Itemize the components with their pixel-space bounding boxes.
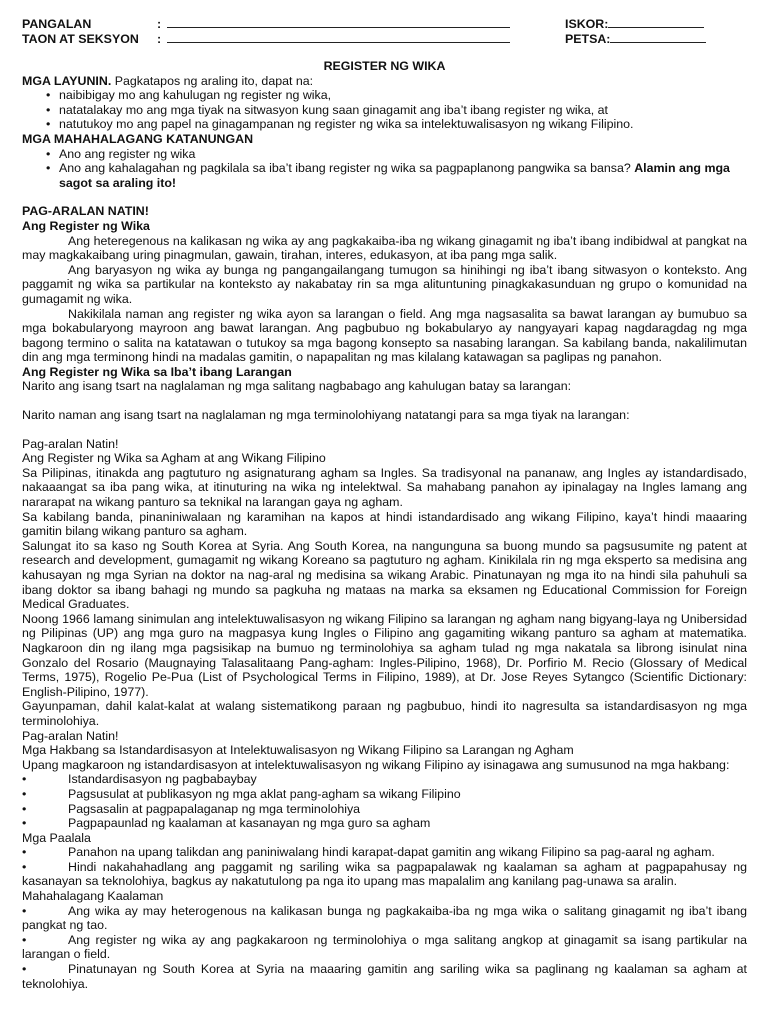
bullet: •	[22, 932, 27, 947]
hakbang-heading: Mga Hakbang sa Istandardisasyon at Intelektuwalisasyon ng Wikang Filipino sa Larangan ng Agham	[22, 743, 574, 758]
register-subheading: Ang Register ng Wika	[22, 218, 150, 233]
page-title: REGISTER NG WIKA	[323, 59, 446, 73]
agham-heading: Ang Register ng Wika sa Agham at ang Wikang Filipino	[22, 451, 326, 466]
list-item	[22, 802, 747, 817]
bullet: •	[22, 845, 27, 860]
petsa-field[interactable]	[610, 31, 706, 43]
list-item	[22, 816, 747, 831]
list-item	[22, 904, 747, 933]
taon-label: TAON AT SEKSYON	[22, 32, 139, 46]
list-item-text: Hindi nakahahadlang ang paggamit ng sariling wika sa pagpapalawak ng kaalaman sa agham at pagpapahusay ng kasanayan sa teknolohiya, bagkus ay nakatutulong pa nga ito upang mas mapalalim ang kanilang pag-unawa sa aralin.	[22, 859, 747, 889]
list-item-text: Pagpapaunlad ng kaalaman at kasanayan ng mga guro sa agham	[68, 816, 431, 831]
taon-field[interactable]	[167, 31, 510, 43]
bullet: •	[22, 801, 27, 816]
layunin-intro-text: Pagkatapos ng araling ito, dapat na:	[111, 73, 314, 88]
paragraph: Nakikilala naman ang register ng wika ayon sa larangan o field. Ang mga nagsasalita sa bawat larangan ay bumubuo sa mga bokabularyong mayroon ang bawat larangan. Ang pagbubuo ng bokabularyo ay nangyayari kapag nagdaragdag ng mga bagong termino o salita na katatawan o tutukoy sa mga bagong konsepto sa nasabing larangan. Sa kabilang banda, nakalilimutan din ang mga terminong hindi na madalas gamitin, o napapalitan ng mas kilalang katawagan sa paglipas ng panahon.	[22, 306, 747, 365]
list-item: • natutukoy mo ang papel na ginagampanan ng register ng wika sa intelektuwalisasyon ng wikang Filipino.	[46, 117, 747, 132]
list-item	[22, 933, 747, 962]
paragraph: Noong 1966 lamang sinimulan ang intelektuwalisasyon ng wikang Filipino sa larangan ng agham nang bigyang-laya ng Unibersidad ng Pilipinas (UP) ang mga guro na magpasya kung Ingles o Filipino ang gagamiting wikang panturo sa agham at matematika. Nagkaroon din ng ilang mga pagsisikap na bumuo ng terminolohiya sa agham tulad ng mga nakatala sa librong isinulat nina Gonzalo del Rosario (Maugnaying Talasalitaang Pang-agham: Ingles-Pilipino, 1968), Dr. Porfirio M. Recio (Glossary of Medical Terms, 1975), Rogelio Pe-Pua (List of Psychological Terms in Filipino, 1989), at Dr. Jose Reyes Sytangco (Scientific Dictionary: English-Pilipino, 1977).	[22, 611, 747, 699]
list-item-text: Istandardisasyon ng pagbabaybay	[68, 772, 257, 787]
list-item-text: Ano ang kahalagahan ng pagkilala sa iba’t ibang register ng wika sa pagpaplanong pangwika sa bansa?	[59, 161, 635, 176]
bullet: •	[22, 903, 27, 918]
list-item	[22, 860, 747, 889]
list-item-text: Pagsusulat at publikasyon ng mga aklat pang-agham sa wikang Filipino	[68, 786, 461, 801]
paragraph: Salungat ito sa kaso ng South Korea at Syria. Ang South Korea, na nangunguna sa buong mundo sa pagsusumite ng patent at research and development, gumagamit ng wikang Koreano sa pagtuturo ng agham. Kinikilala rin ng mga eksperto sa medisina ang kahusayan ng mga Syrian na doktor na nag-aral ng medisina sa wikang Arabic. Pinatunayan ng mga ito na hindi sila pahuhuli sa ibang doktor sa ibang bahagi ng mundo sa pagkuha ng mataas na marka sa eksamen ng Educational Commission for Foreign Medical Graduates.	[22, 538, 747, 612]
list-item: • natatalakay mo ang mga tiyak na sitwasyon kung saan ginagamit ang iba’t ibang register ng wika, at	[46, 103, 747, 118]
bullet: •	[22, 859, 27, 874]
bullet: •	[22, 772, 27, 787]
iskor-field[interactable]	[608, 16, 704, 28]
petsa-label: PETSA:	[565, 32, 611, 46]
colon: :	[157, 32, 162, 46]
list-item: • Ano ang register ng wika	[46, 147, 747, 162]
list-item-text: Pinatunayan ng South Korea at Syria na maaaring gamitin ang sariling wika sa paglinang ng kaalaman sa agham at teknolohiya.	[22, 962, 747, 991]
iskor-label: ISKOR:	[565, 17, 609, 31]
katanungan-heading: MGA MAHAHALAGANG KATANUNGAN	[22, 131, 254, 146]
pangalan-label: PANGALAN	[22, 17, 92, 31]
kaalaman-heading: Mahahalagang Kaalaman	[22, 889, 164, 904]
larangan-heading: Ang Register ng Wika sa Iba’t ibang Larangan	[22, 364, 292, 379]
list-item	[46, 161, 747, 190]
bullet: •	[22, 786, 27, 801]
colon: :	[157, 17, 162, 31]
list-item	[22, 845, 747, 860]
pagaralan-heading: PAG-ARALAN NATIN!	[22, 204, 149, 219]
hakbang-intro: Upang magkaroon ng istandardisasyon at intelektuwalisasyon ng wikang Filipino ay isinagawa ang sumusunod na mga hakbang:	[22, 757, 730, 772]
paragraph: Sa Pilipinas, itinakda ang pagtuturo ng asignaturang agham sa Ingles. Sa tradisyonal na pananaw, ang Ingles ay istandardisado, nakaaangat sa iba pang wika, at itinuturing na wika ng intelektwal. Sa mahabang panahon ay ipinalagay na Ingles lamang ang nararapat na wikang panturo sa teknikal na larangan gaya ng agham.	[22, 465, 747, 510]
list-item	[22, 962, 747, 991]
paragraph: Sa kabilang banda, pinaniniwalaan ng karamihan na kapos at hindi istandardisado ang wikang Filipino, kaya’t hindi maaaring gamitin bilang wikang panturo sa agham.	[22, 509, 747, 539]
list-item-text: Ang wika ay may heterogenous na kalikasan bunga ng pagkakaiba-iba ng mga wika o salitang ginagamit ng iba’t ibang pangkat ng tao.	[22, 903, 747, 933]
name-row	[22, 16, 747, 31]
section-row	[22, 31, 747, 46]
paragraph: Ang baryasyon ng wika ay bunga ng pangangailangang tumugon sa hinihingi ng iba’t ibang sitwasyon o konteksto. Ang paggamit ng wika sa partikular na konteksto ay nakabatay rin sa mga alituntuning pinagkakasunduan ng grupo o komunidad na gumagamit ng wika.	[22, 262, 747, 306]
bullet: •	[22, 962, 27, 977]
list-item-text: Pagsasalin at pagpapalaganap ng mga terminolohiya	[68, 801, 361, 816]
list-item-emphasis: Alamin ang mga sagot sa araling ito!	[59, 161, 730, 190]
layunin-intro	[22, 74, 747, 89]
list-item-text: Ang register ng wika ay ang pagkakaroon ng terminolohiya o mga salitang angkop at ginagamit sa isang partikular na larangan o field.	[22, 932, 747, 962]
bullet: •	[22, 816, 27, 831]
paalala-heading: Mga Paalala	[22, 830, 91, 845]
layunin-list	[22, 88, 747, 132]
layunin-heading: MGA LAYUNIN.	[22, 73, 112, 88]
pangalan-field[interactable]	[167, 16, 510, 28]
list-item-text: Panahon na upang talikdan ang paniniwalang hindi karapat-dapat gamitin ang wikang Filipino sa pag-aaral ng agham.	[68, 845, 715, 860]
paragraph: Narito naman ang isang tsart na naglalaman ng mga terminolohiyang natatangi para sa mga tiyak na larangan:	[22, 408, 630, 423]
paragraph: Ang heteregenous na kalikasan ng wika ay ang pagkakaiba-iba ng wikang ginagamit ng iba’t ibang indibidwal at pangkat na may magkakaibang uring pinagmulan, gawain, tirahan, interes, edukasyon, at iba pang mga salik.	[22, 233, 747, 263]
katanungan-list	[22, 147, 747, 191]
paragraph: Gayunpaman, dahil kalat-kalat at walang sistematikong paraan ng pagbubuo, hindi ito nagresulta sa istandardisasyon ng mga terminolohiya.	[22, 699, 747, 728]
pag-aralan-label: Pag-aralan Natin!	[22, 436, 119, 451]
list-item: • naibibigay mo ang kahulugan ng register ng wika,	[46, 88, 747, 103]
list-item	[22, 772, 747, 787]
pag-aralan-label: Pag-aralan Natin!	[22, 728, 119, 743]
paragraph: Narito ang isang tsart na naglalaman ng mga salitang nagbabago ang kahulugan batay sa larangan:	[22, 379, 572, 394]
list-item	[22, 787, 747, 802]
